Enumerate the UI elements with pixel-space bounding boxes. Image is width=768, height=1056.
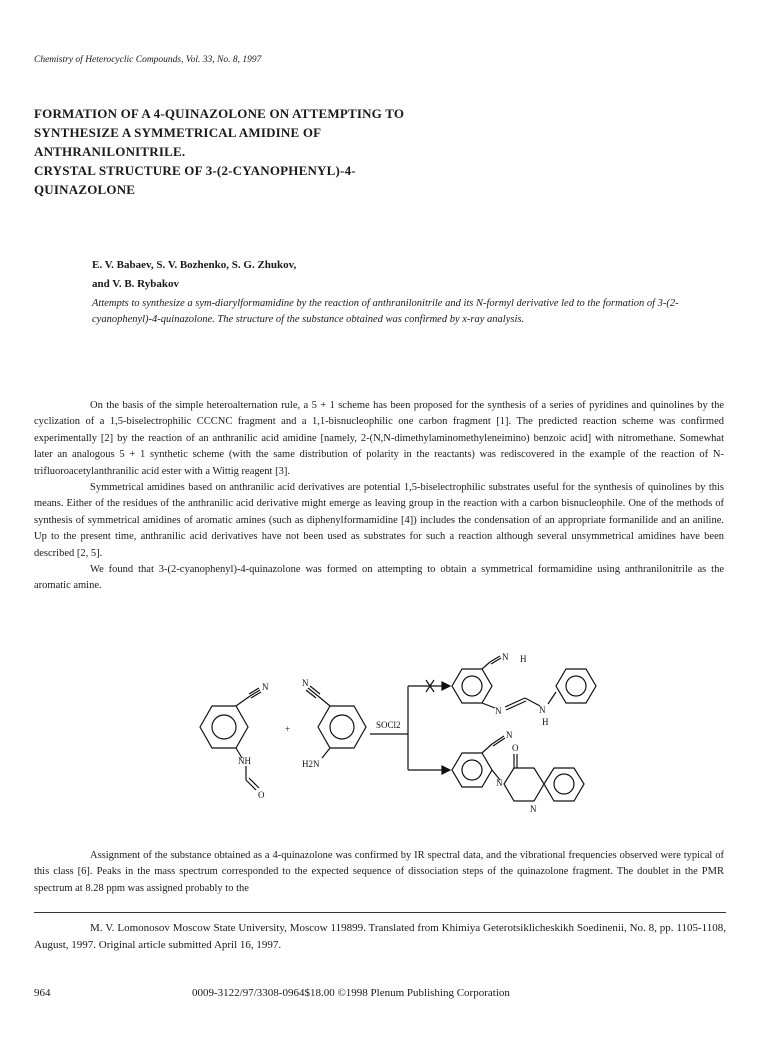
paragraph: We found that 3-(2-cyanophenyl)-4-quinazolone was formed on attempting to obtain a symmetrical formamidine using anthranilonitrile as the aromatic amine. <box>34 564 724 592</box>
author-list <box>92 256 296 294</box>
aromatic-circle <box>554 774 574 794</box>
atom-label: N <box>539 705 546 715</box>
atom-label: N <box>302 678 309 688</box>
atom-label: N <box>495 706 502 716</box>
title-line: CRYSTAL STRUCTURE OF 3-(2-CYANOPHENYL)-4- <box>34 163 356 178</box>
aromatic-circle <box>212 715 236 739</box>
atom-label: NH <box>238 756 251 766</box>
footnote-divider <box>34 912 726 913</box>
benzene-ring <box>200 706 248 748</box>
page-number: 964 <box>34 987 51 999</box>
atom-label: N <box>530 804 537 814</box>
atom-label: O <box>258 790 265 800</box>
body-text <box>34 398 724 595</box>
title-line: QUINAZOLONE <box>34 182 136 197</box>
benzene-ring <box>452 669 492 703</box>
benzene-ring <box>452 753 492 787</box>
abstract: Attempts to synthesize a sym-diarylformamidine by the reaction of anthranilonitrile and its N-formyl derivative led to the formation of 3-(2-cyanophenyl)-4-quinazolone. The structure of the substance obtained was confirmed by x-ray analysis. <box>92 298 679 325</box>
atom-label: N <box>502 652 509 662</box>
author-line: E. V. Babaev, S. V. Bozhenko, S. G. Zhukov, <box>92 259 297 271</box>
paragraph: Assignment of the substance obtained as a 4-quinazolone was confirmed by IR spectral data, and the vibrational frequencies observed were typical of this class [6]. Peaks in the mass spectrum corresponded to the expected sequence of dissociation steps of the quinazolone fragment. The doublet in the PMR spectrum at 8.28 ppm was assigned probably to the <box>34 850 724 894</box>
atom-label: H <box>520 654 527 664</box>
reaction-scheme <box>190 652 610 832</box>
atom-label: N <box>262 682 269 692</box>
author-line: and V. B. Rybakov <box>92 278 179 290</box>
benzene-ring <box>318 706 366 748</box>
atom-label: O <box>512 743 519 753</box>
title-line: ANTHRANILONITRILE. <box>34 144 186 159</box>
title-line: FORMATION OF A 4-QUINAZOLONE ON ATTEMPTING TO <box>34 106 405 121</box>
aromatic-circle <box>462 760 482 780</box>
atom-label: N <box>506 730 513 740</box>
paragraph: On the basis of the simple heteroalternation rule, a 5 + 1 scheme has been proposed for the synthesis of a series of pyridines and quinolines by the cyclization of a 1,5-biselectrophilic CCCNC fragment and a 1,1-bisnucleophilic one carbon fragment [1]. The predicted reaction scheme was confirmed experimentally [2] by the reaction of an anthranilic acid amidine [namely, 2-(N,N-dimethylaminomethyleneimino) benzoic acid] with nitromethane. Somewhat later an analogous 5 + 1 synthetic scheme (with the same distribution of polarity in the reactants) was rediscovered in the example of the reaction of N-trifluoroacetylanthranilic acid ester with a Wittig reagent [3]. <box>34 400 724 477</box>
reagent-label: SOCl2 <box>376 720 401 730</box>
plus-sign: + <box>285 724 291 734</box>
aromatic-circle <box>566 676 586 696</box>
title-line: SYNTHESIZE A SYMMETRICAL AMIDINE OF <box>34 125 322 140</box>
paragraph: Symmetrical amidines based on anthranilic acid derivatives are potential 1,5-biselectrophilic substrates useful for the synthesis of quinolines by this means. Either of the residues of the anthranilic acid derivative might emerge as leaving group in the reaction with a carbon bisnucleophile. One of the methods of synthesis of symmetrical amidines of aromatic amines (such as diphenylformamidine [4]) includes the condensation of an appropriate formanilide and an aniline. Up to the present time, anthranilic acid derivatives have not been used as substrates for such a reaction although several unsymmetrical amidines have been described [2, 5]. <box>34 482 724 559</box>
aromatic-circle <box>330 715 354 739</box>
benzene-ring <box>556 669 596 703</box>
journal-header: Chemistry of Heterocyclic Compounds, Vol. 33, No. 8, 1997 <box>34 55 262 65</box>
benzene-ring <box>544 768 584 801</box>
aromatic-circle <box>462 676 482 696</box>
atom-label: H <box>542 717 549 727</box>
copyright-line: 0009-3122/97/3308-0964$18.00 ©1998 Plenum Publishing Corporation <box>192 987 510 999</box>
article-title <box>34 104 654 199</box>
footnote: M. V. Lomonosov Moscow State University, Moscow 119899. Translated from Khimiya Geterotsiklicheskikh Soedinenii, No. 8, pp. 1105-1108, August, 1997. Original article submitted April 16, 1997. <box>34 922 726 951</box>
body-text-continued <box>34 848 724 897</box>
atom-label: N <box>496 778 503 788</box>
pyrimidinone-ring <box>504 768 544 801</box>
atom-label: H2N <box>302 759 320 769</box>
